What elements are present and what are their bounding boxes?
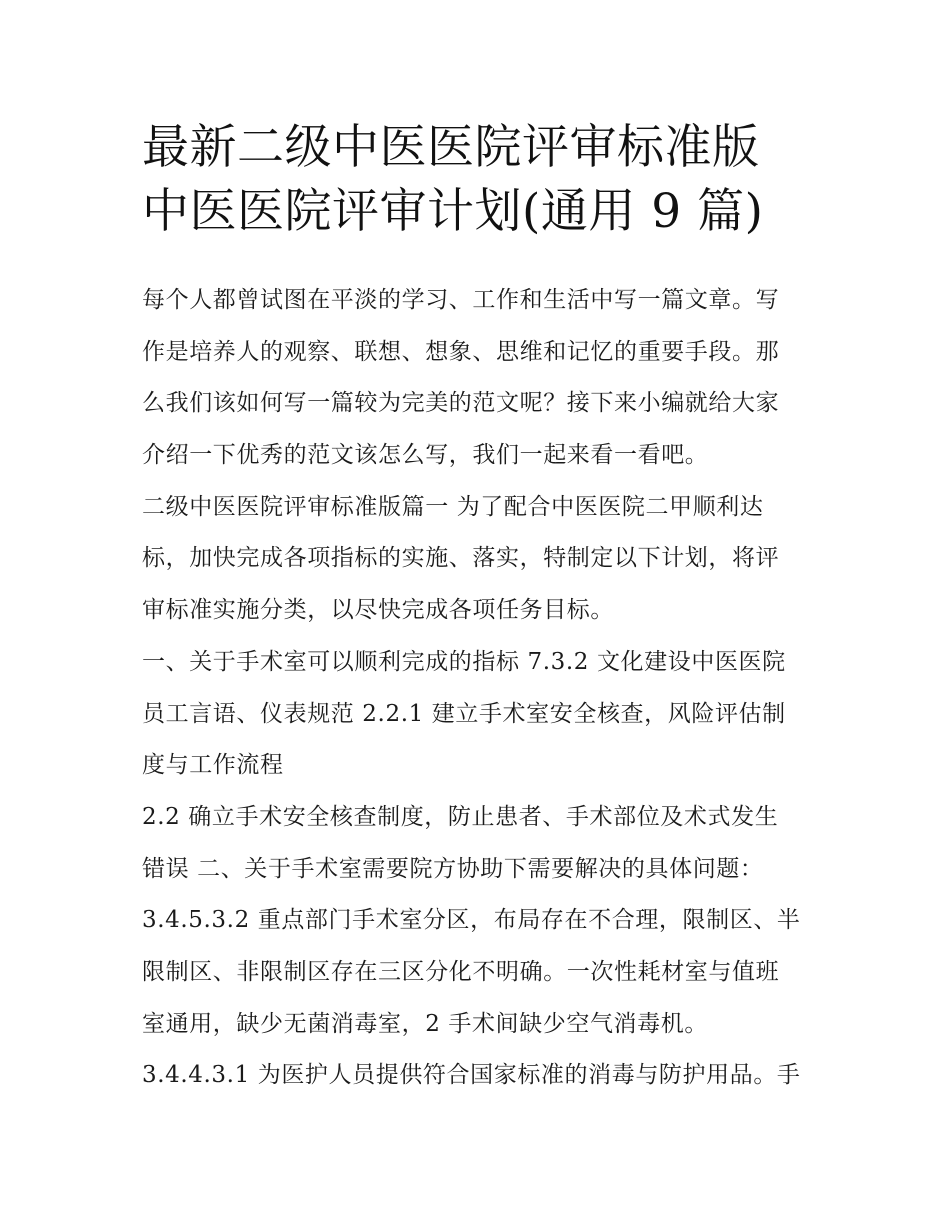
- body-line: 作是培养人的观察、联想、想象、思维和记忆的重要手段。那: [142, 338, 780, 365]
- body-line: 2.2 确立手术安全核查制度，防止患者、手术部位及术式发生: [142, 803, 779, 830]
- body-line: 3.4.5.3.2 重点部门手术室分区，布局存在不合理，限制区、半: [142, 907, 801, 934]
- body-line: 审标准实施分类，以尽快完成各项任务目标。: [142, 597, 614, 624]
- body-line: 二级中医医院评审标准版篇一 为了配合中医医院二甲顺利达: [142, 493, 764, 520]
- body-line: 标，加快完成各项指标的实施、落实，特制定以下计划，将评: [142, 545, 780, 572]
- title-line: 中医医院评审计划(通用 9 篇): [142, 184, 764, 239]
- body-line: 度与工作流程: [142, 752, 284, 779]
- body-line: 员工言语、仪表规范 2.2.1 建立手术室安全核查，风险评估制: [142, 700, 786, 727]
- body-line: 3.4.4.3.1 为医护人员提供符合国家标准的消毒与防护用品。手: [142, 1062, 801, 1089]
- body-line: 错误 二、关于手术室需要院方协助下需要解决的具体问题：: [142, 855, 764, 882]
- body-line: 介绍一下优秀的范文该怎么写，我们一起来看一看吧。: [142, 442, 709, 469]
- body-line: 限制区、非限制区存在三区分化不明确。一次性耗材室与值班: [142, 958, 780, 985]
- body-line: 室通用，缺少无菌消毒室，2 手术间缺少空气消毒机。: [142, 1010, 708, 1037]
- document-title: [142, 116, 842, 244]
- body-line: 每个人都曾试图在平淡的学习、工作和生活中写一篇文章。写: [142, 287, 780, 313]
- document-body: [142, 279, 822, 1106]
- title-line: 最新二级中医医院评审标准版: [142, 120, 760, 175]
- body-line: 么我们该如何写一篇较为完美的范文呢？接下来小编就给大家: [142, 390, 780, 417]
- body-line: 一、关于手术室可以顺利完成的指标 7.3.2 文化建设中医医院: [142, 648, 786, 675]
